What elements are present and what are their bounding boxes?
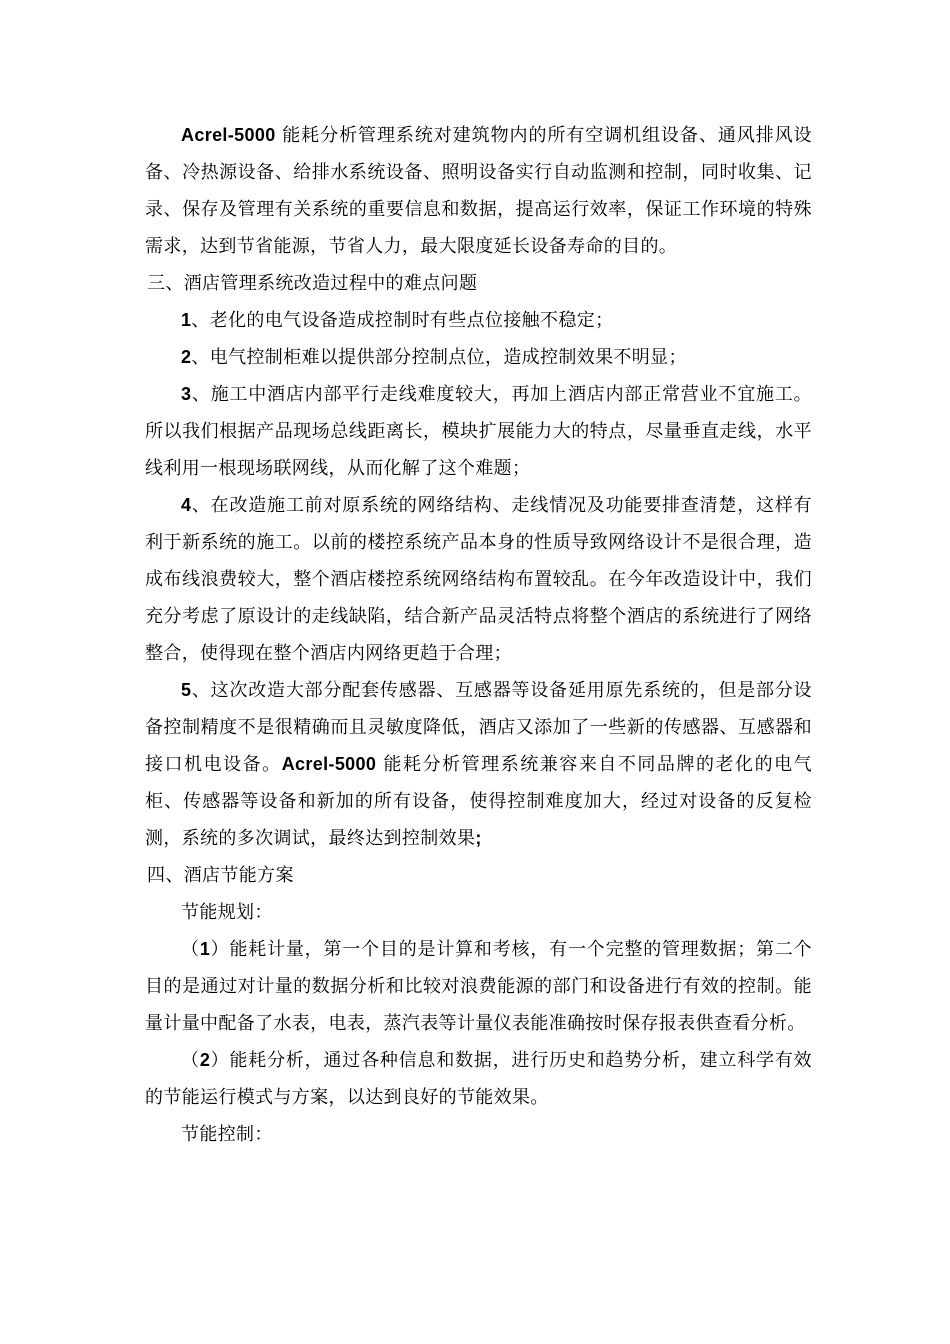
subheading-planning: 节能规划： [181,902,273,923]
item-text-b: 能耗分析管理系统兼容来自不同品牌的老化的电气柜、传感器等设备和新加的所有设备，使得控制难度加大，经过对设备的反复检测，系统的多次调试，最终达到控制效果 [145,754,812,849]
difficulty-item-5 [145,672,812,857]
intro-text: 能耗分析管理系统对建筑物内的所有空调机组设备、通风排风设备、冷热源设备、给排水系统设备、照明设备实行自动监测和控制，同时收集、记录、保存及管理有关系统的重要信息和数据，提高运行效率，保证工作环境的特殊需求，达到节省能源，节省人力，最大限度延长设备寿命的目的。 [145,125,812,257]
difficulty-item-2 [145,339,812,376]
paren-open: （ [181,1050,200,1071]
section-heading-3: 三、酒店管理系统改造过程中的难点问题 [147,273,478,294]
item-number: 4 [181,495,192,515]
item-text-a: 、这次改造大部分配套传感器、互感器等设备延用原先系统的，但是部分设备控制精度不是很精确而且灵敏度降低，酒店又添加了一些新的传感器、互感器和接口机电设备。 [145,680,812,775]
plan-item-1 [145,931,812,1042]
item-number: 3 [181,384,192,404]
item-text: ）能耗计量，第一个目的是计算和考核，有一个完整的管理数据；第二个目的是通过对计量的数据分析和比较对浪费能源的部门和设备进行有效的控制。能量计量中配备了水表，电表，蒸汽表等计量仪表能准确按时保存报表供查看分析。 [145,939,812,1034]
plan-item-2 [145,1042,812,1116]
item-number: 2 [181,347,192,367]
product-name: Acrel-5000 [181,125,276,145]
item-text: 、施工中酒店内部平行走线难度较大，再加上酒店内部正常营业不宜施工。所以我们根据产品现场总线距离长，模块扩展能力大的特点，尽量垂直走线，水平线利用一根现场联网线，从而化解了这个难题； [145,384,812,479]
item-end-mark: ; [475,828,482,848]
item-text: 、在改造施工前对原系统的网络结构、走线情况及功能要排查清楚，这样有利于新系统的施工。以前的楼控系统产品本身的性质导致网络设计不是很合理，造成布线浪费较大，整个酒店楼控系统网络结构布置较乱。在今年改造设计中，我们充分考虑了原设计的走线缺陷，结合新产品灵活特点将整个酒店的系统进行了网络整合，使得现在整个酒店内网络更趋于合理； [145,495,812,664]
item-number: 2 [199,1050,211,1070]
item-text: 、电气控制柜难以提供部分控制点位，造成控制效果不明显； [191,347,687,368]
item-text: ）能耗分析，通过各种信息和数据，进行历史和趋势分析，建立科学有效的节能运行模式与方案，以达到良好的节能效果。 [145,1050,812,1108]
intro-paragraph [145,117,812,265]
item-number: 1 [199,939,211,959]
difficulty-item-3 [145,376,812,487]
document-body [145,117,812,1153]
product-name: Acrel-5000 [281,754,377,774]
difficulty-item-4 [145,487,812,672]
item-number: 5 [181,680,192,700]
paren-open: （ [181,939,200,960]
item-text: 、老化的电气设备造成控制时有些点位接触不稳定； [191,310,614,331]
subheading-control: 节能控制： [181,1124,273,1145]
difficulty-item-1 [145,302,812,339]
section-heading-4: 四、酒店节能方案 [147,865,294,886]
item-number: 1 [181,310,192,330]
